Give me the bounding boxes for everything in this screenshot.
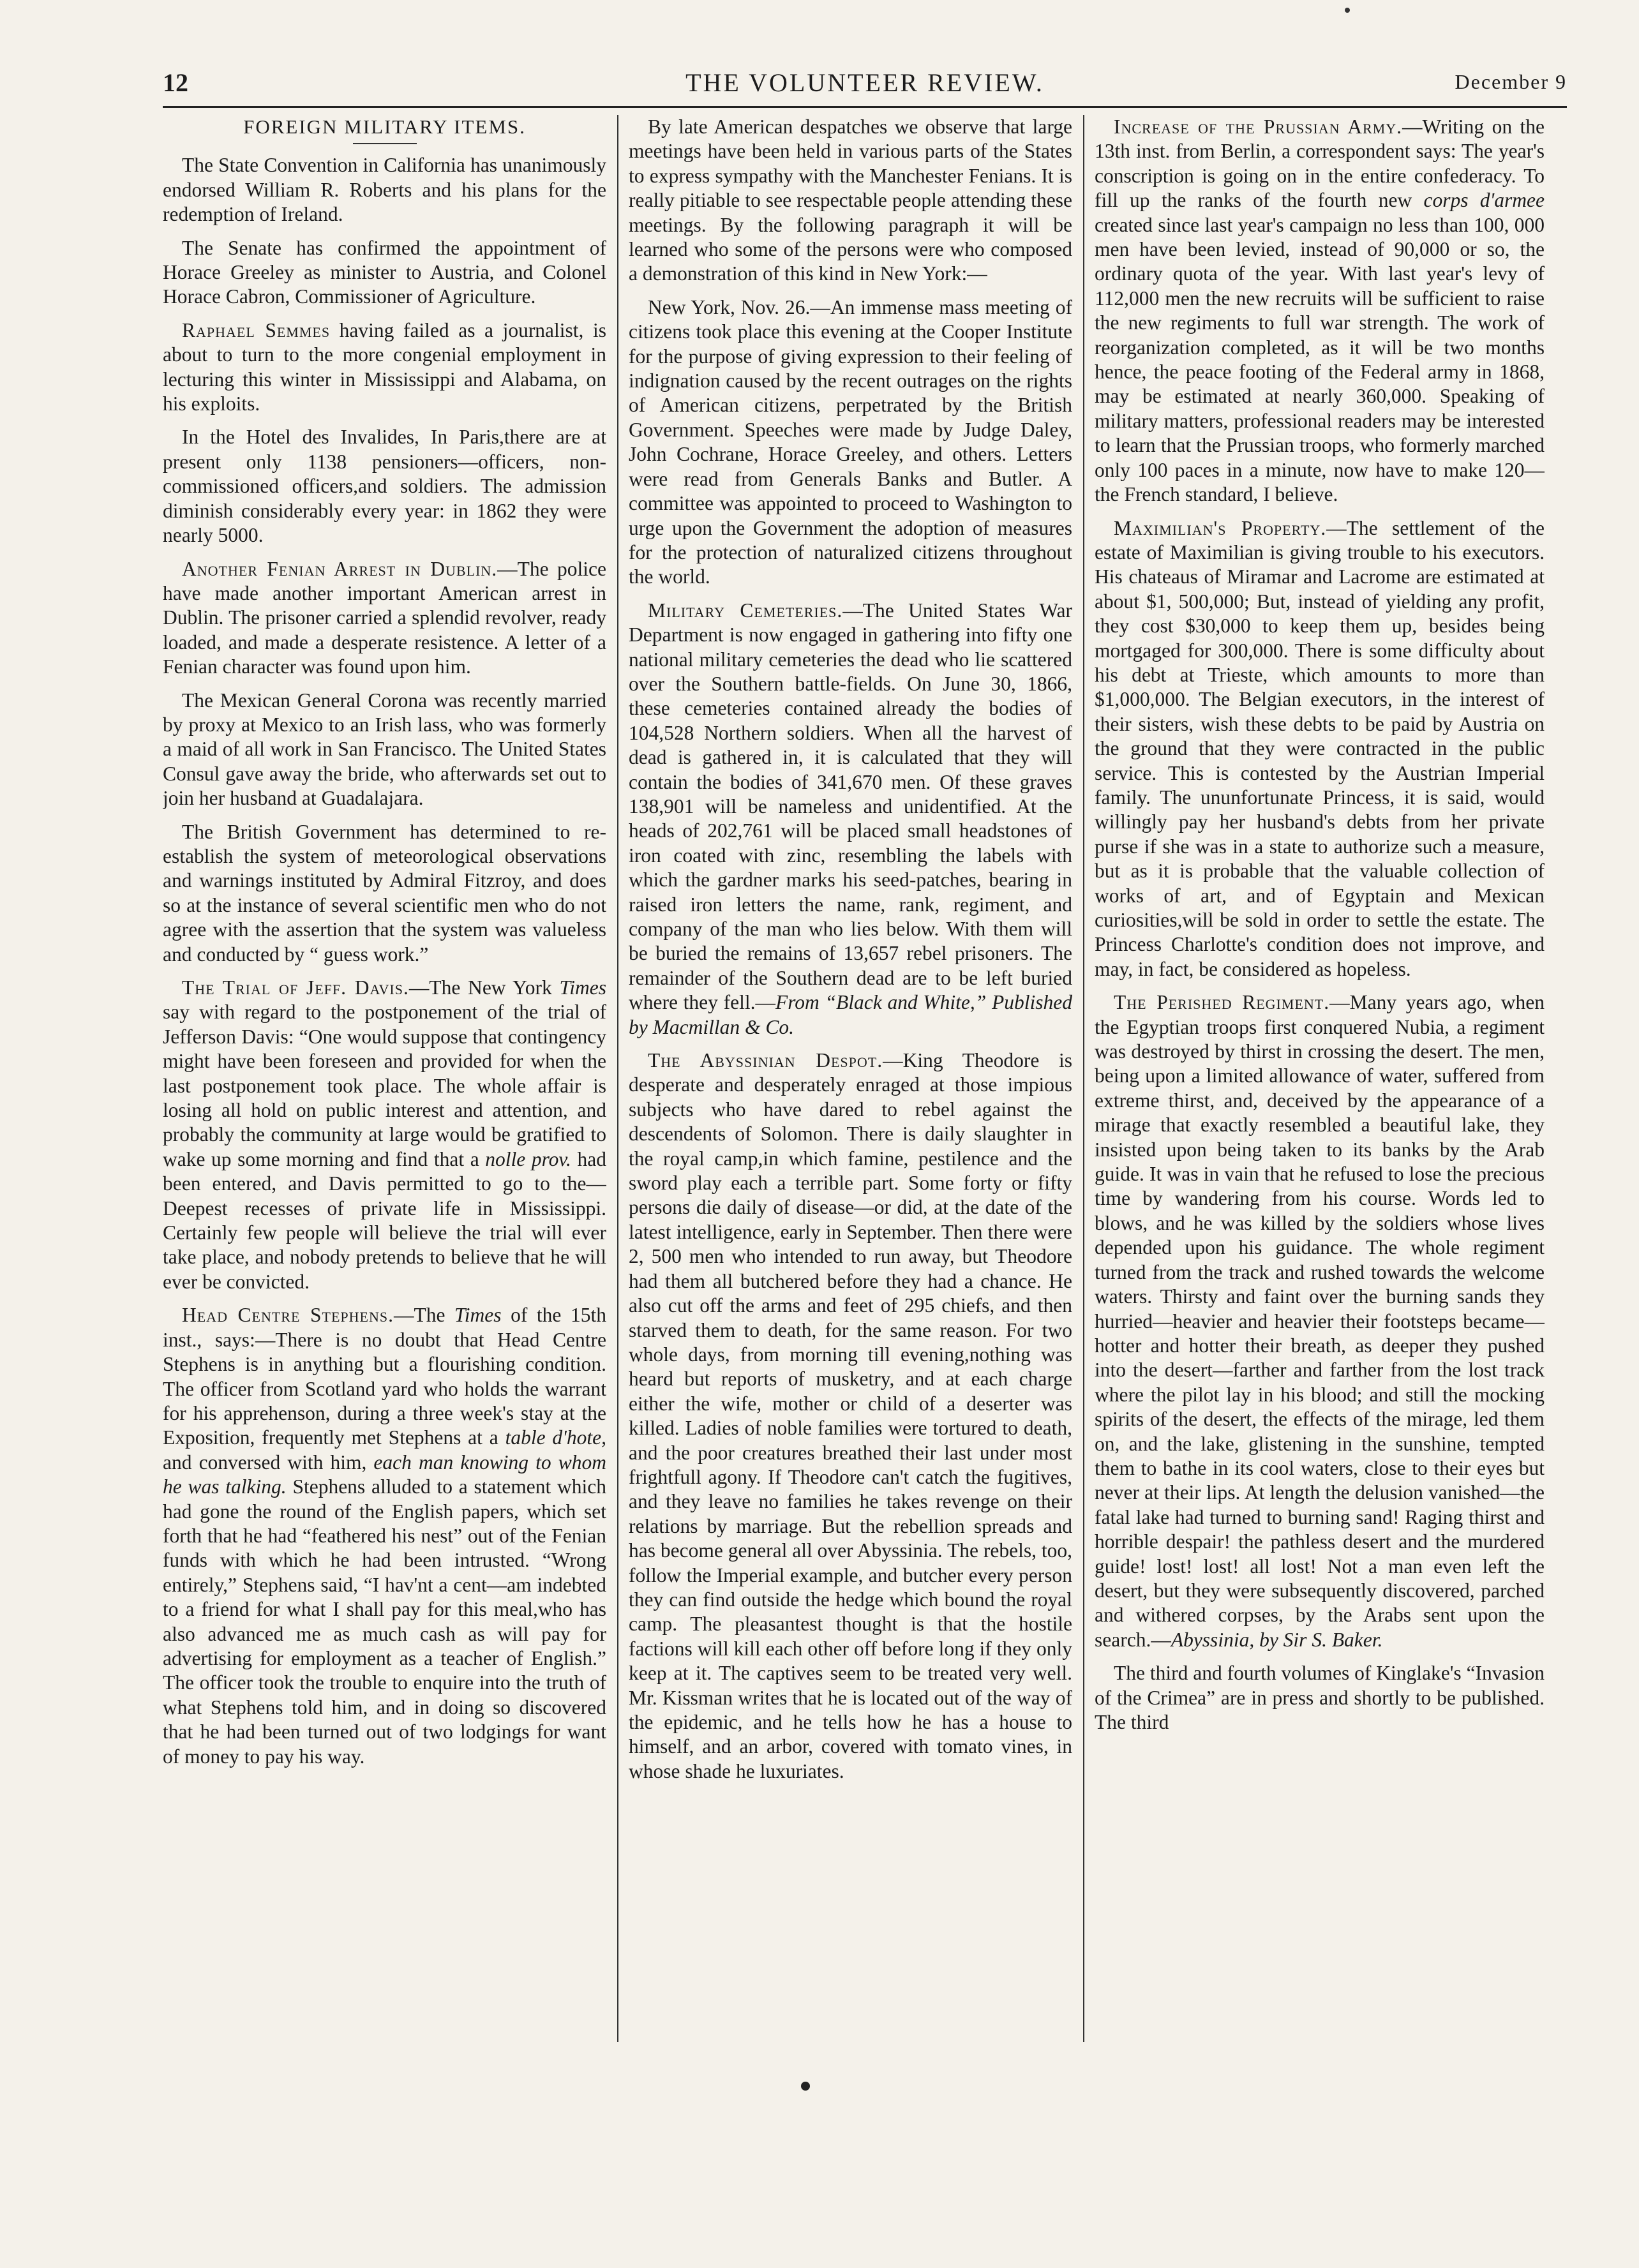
- item-maximilian-property: [1095, 516, 1545, 982]
- item-body: —The New York: [408, 976, 560, 999]
- masthead-rule: [163, 106, 1567, 108]
- item-heading: Head Centre Stephens.: [182, 1304, 394, 1327]
- italic-text: table d'hote,: [505, 1426, 606, 1449]
- item-trial-jeff-davis: [163, 976, 606, 1294]
- page-number: 12: [163, 68, 188, 97]
- item-source: Abyssinia, by Sir S. Baker.: [1171, 1628, 1383, 1651]
- item-heading: Maximilian's Property.: [1114, 516, 1327, 539]
- item-abyssinian-despot: [629, 1048, 1072, 1784]
- italic-text: corps d'armee: [1423, 189, 1545, 212]
- item-military-cemeteries: [629, 599, 1072, 1040]
- item-manchester-fenians: By late American despatches we observe that large meetings have been held in various parts of the States to express sympathy with the Manchester Fenians. It is really pitiable to see respectable people attending these meetings. By the following paragraph it will be learned who some of the persons were who composed a demonstration of this kind in New York:—: [629, 116, 1072, 285]
- item-body: and conversed with him,: [163, 1451, 374, 1473]
- item-body: —Writing on the 13th inst. from Berlin, a correspondent says: The year's conscription is going on in the entire confederacy. To fill up the ranks of the fourth new: [1095, 116, 1545, 212]
- item-body: Stephens alluded to a statement which had gone the round of the English papers, which set forth that he had “feathered his nest” out of the Fenian funds with which he had been intrusted. “Wrong entirely,” Stephens said, “I hav'nt a cent—am indebted to a friend for what I shall pay for this meal,who has also advanced me as much cash as will pay for advertising for employment as a teacher of English.” The officer took the trouble to enquire into the truth of what Stephens told him, and in doing so discovered that he had been turned out of two lodgings for want of money to pay his way.: [163, 1475, 606, 1768]
- item-heading: Military Cemeteries.: [648, 599, 843, 622]
- item-body: had been entered, and Davis permitted to go to the—Deepest recesses of private life in Mississippi. Certainly few people will believe the trial will ever take place, and nobody pretends to believe that he will ever be convicted.: [163, 1147, 606, 1293]
- item-new-york-meeting: New York, Nov. 26.—An immense mass meeting of citizens took place this evening at the Cooper Institute for the purpose of giving expression to their feeling of indignation caused by the recent outrages on the rights of American citizens, perpetrated by the British Government. Speeches were made by Judge Daley, John Cochrane, Horace Greeley, and others. Letters were read from Generals Banks and Butler. A committee was appointed to proceed to Washington to urge upon the Government the adoption of measures for the protection of naturalized citizens throughout the world.: [629, 295, 1072, 588]
- item-heading: The Trial of Jeff. Davis.: [182, 976, 409, 999]
- item-body: of the 15th inst., says:—There is no doubt that Head Centre Stephens is in anything but a flourishing condition. The officer from Scotland yard who holds the warrant for his apprehenson, during a three week's stay at the Exposition, frequently met Stephens at a: [163, 1304, 606, 1449]
- italic-text: Times: [559, 976, 606, 999]
- section-title: FOREIGN MILITARY ITEMS.: [243, 116, 526, 138]
- column-2: [629, 115, 1072, 2061]
- item-california-convention: The State Convention in California has unanimously endorsed William R. Roberts and his plans for the redemption of Ireland.: [163, 154, 606, 226]
- page-dot-ornament: [801, 2082, 810, 2091]
- italic-text: nolle prov.: [485, 1147, 571, 1170]
- issue-date: December 9: [1455, 70, 1567, 93]
- masthead: [163, 64, 1567, 108]
- italic-text: Times: [454, 1304, 502, 1327]
- column-divider-2: [1083, 115, 1084, 2042]
- item-perished-regiment: [1095, 990, 1545, 1652]
- item-hotel-des-invalides: In the Hotel des Invalides, In Paris,there are at present only 1138 pensioners—officers, non-commissioned officers,and soldiers. The admission diminish considerably every year: in 1862 they were nearly 5000.: [163, 426, 606, 547]
- item-prussian-army: [1095, 115, 1545, 507]
- section-title-rule: [353, 143, 417, 144]
- item-body: having failed as a journalist, is about to turn to the more congenial employment in lecturing this winter in Mississippi and Alabama, on his exploits.: [163, 318, 606, 415]
- item-meteorological-system: The British Government has determined to re-establish the system of meteorological observations and warnings instituted by Admiral Fitzroy, and does so at the instance of several scientific men who do not agree with the assertion that the system was valueless and conducted by “ guess work.”: [163, 820, 606, 966]
- item-kinglake-crimea: The third and fourth volumes of Kinglake's “Invasion of the Crimea” are in press and shortly to be published. The third: [1095, 1662, 1545, 1733]
- item-body: —Many years ago, when the Egyptian troops first conquered Nubia, a regiment was destroyed by thirst in crossing the desert. The men, being upon a limited allowance of water, suffered from extreme thirst, and, deceived by the appearance of a mirage that exactly resembled a beautiful lake, they insisted upon being taken to its banks by the Arab guide. It was in vain that he refused to lose the precious time by wandering from his course. Words led to blows, and he was killed by the soldiers whose lives depended upon his guidance. The whole regiment turned from the track and rushed towards the welcome waters. Thirsty and faint over the burning sands they hurried—heavier and heavier their footsteps became—hotter and hotter their breath, as deeper they pushed into the desert—farther and farther from the lost track where the pilot lay in his blood; and still the mocking spirits of the desert, the effects of the mirage, led them on, and the lake, glistening in the sunshine, tempted them to bathe in its cool waters, close to their eyes but never at their lips. At length the delusion vanished—the fatal lake had turned to burning sand! Raging thirst and horrible despair! the pathless desert and the murdered guide! lost! lost! all lost! Not a man even left the desert, but they were subsequently discovered, parched and withered corpses, by the Arabs sent upon the search.—: [1095, 991, 1545, 1651]
- column-3: [1095, 115, 1545, 2061]
- item-heading: Raphael Semmes: [182, 318, 331, 341]
- item-heading: The Abyssinian Despot.: [648, 1049, 883, 1072]
- item-source: From “Black and White,” Published by Macmillan & Co.: [629, 991, 1072, 1038]
- item-senate-confirmation: The Senate has confirmed the appointment of Horace Greeley as minister to Austria, and Colonel Horace Cabron, Commissioner of Agriculture.: [163, 236, 606, 308]
- item-heading: The Perished Regiment.: [1114, 991, 1330, 1014]
- italic-text: each man knowing to whom he was talking.: [163, 1451, 606, 1498]
- item-body: —The United States War Department is now engaged in gathering into fifty one national military cemeteries the dead who lie scattered over the Southern battle-fields. On June 30, 1866, these cemeteries contained already the bodies of 104,528 Northern soldiers. When all the harvest of dead is gathered in, it is calculated that they will contain the bodies of 341,670 men. Of these graves 138,901 will be nameless and unidentified. At the heads of 202,761 will be placed small headstones of iron coated with zinc, resembling the labels with which the gardner marks his seed-patches, bearing in raised iron letters the name, rank, regiment, and company of the man who lies below. With them will be buried the remains of 13,657 rebel prisoners. The remainder of the Southern dead are to be left buried where they fell.—: [629, 599, 1072, 1014]
- item-body: created since last year's campaign no less than 100, 000 men have been levied, instead of 90,000 or so, the ordinary quota of the year. With last year's levy of 112,000 men the new recruits will be sufficient to raise the new regiments to full war strength. The work of reorganization completed, as it will be two months hence, the peace footing of the Federal army in 1868, may be estimated at nearly 360,000. Speaking of military matters, professional readers may be interested to learn that the Prussian troops, who formerly marched only 100 paces in a minute, now have to make 120—the French standard, I believe.: [1095, 213, 1545, 506]
- item-body: —The police have made another important American arrest in Dublin. The prisoner carried a splendid revolver, ready loaded, and made a desperate resistence. A letter of a Fenian character was found upon him.: [163, 557, 606, 678]
- item-raphael-semmes: [163, 318, 606, 417]
- item-body: —King Theodore is desperate and desperately enraged at those impious subjects who have dared to rebel against the descendents of Solomon. There is daily slaughter in the royal camp,in which famine, pestilence and the sword play each a terrible part. Some forty or fifty persons die daily of disease—or did, at the date of the latest intelligence, early in September. Then there were 2, 500 men who intended to run away, but Theodore had them all butchered before they had a chance. He also cut off the arms and feet of 295 chiefs, and then starved them to death, for the same reason. For two whole days, from morning till evening,nothing was heard but reports of musketry, and at each charge either the wife, mother or child of a deserter was killed. Ladies of noble families were tortured to death, and the poor creatures breathed their last under most frightfull agony. If Theodore can't catch the fugitives, and they leave no families he takes revenge on their relations by marriage. But the rebellion spreads and has become general all over Abyssinia. The rebels, too, follow the Imperial example, and butcher every person they can find outside the hedge which bound the royal camp. The pleasantest thought is that the hostile factions will kill each other off before long if they only keep at it. The captives seem to be treated very well. Mr. Kissman writes that he is located out of the way of the epidemic, and he tells how he has a house to himself, and an arbor, covered with tomato vines, in whose shade he luxuriates.: [629, 1049, 1072, 1782]
- publication-title: THE VOLUNTEER REVIEW.: [685, 68, 1044, 97]
- item-body: —The settlement of the estate of Maximilian is giving trouble to his executors. His chateaus of Miramar and Lacrome are estimated at about $1, 500,000; But, instead of yielding any profit, they cost $30,000 to keep them up, besides being mortgaged for 300,000. There is some difficulty about his debt at Trieste, which amounts to more than $1,000,000. The Belgian executors, in the interest of their sisters, wish these debts to be paid by Austria on the ground that they were contracted in the public service. This is contested by the Austrian Imperial family. The ununfortunate Princess, it is said, would willingly pay her husband's debts from her private purse if she was in a state to authorize such a measure, but as it is probable that the valuable collection of works of art, and of Egyptain and Mexican curiosities,will be sold in order to settle the estate. The Princess Charlotte's condition does not improve, and may, in fact, be considered as hopeless.: [1095, 516, 1545, 980]
- column-1: [163, 115, 606, 2061]
- column-divider-1: [617, 115, 618, 2042]
- item-heading: Increase of the Prussian Army.: [1114, 116, 1402, 138]
- item-fenian-arrest: [163, 557, 606, 680]
- item-body: say with regard to the postponement of the trial of Jefferson Davis: “One would suppose that contingency might have been foreseen and provided for when the last postponement took place. The whole affair is losing all hold on public interest and attention, and probably the community at large would be gratified to wake up some morning and find that a: [163, 1001, 606, 1170]
- item-heading: Another Fenian Arrest in Dublin.: [182, 557, 498, 580]
- item-general-corona: The Mexican General Corona was recently married by proxy at Mexico to an Irish lass, who was formerly a maid of all work in San Francisco. The United States Consul gave away the bride, who afterwards set out to join her husband at Guadalajara.: [163, 689, 606, 810]
- item-body: —The: [393, 1304, 454, 1327]
- ink-speck: [1345, 8, 1350, 13]
- item-head-centre-stephens: [163, 1303, 606, 1769]
